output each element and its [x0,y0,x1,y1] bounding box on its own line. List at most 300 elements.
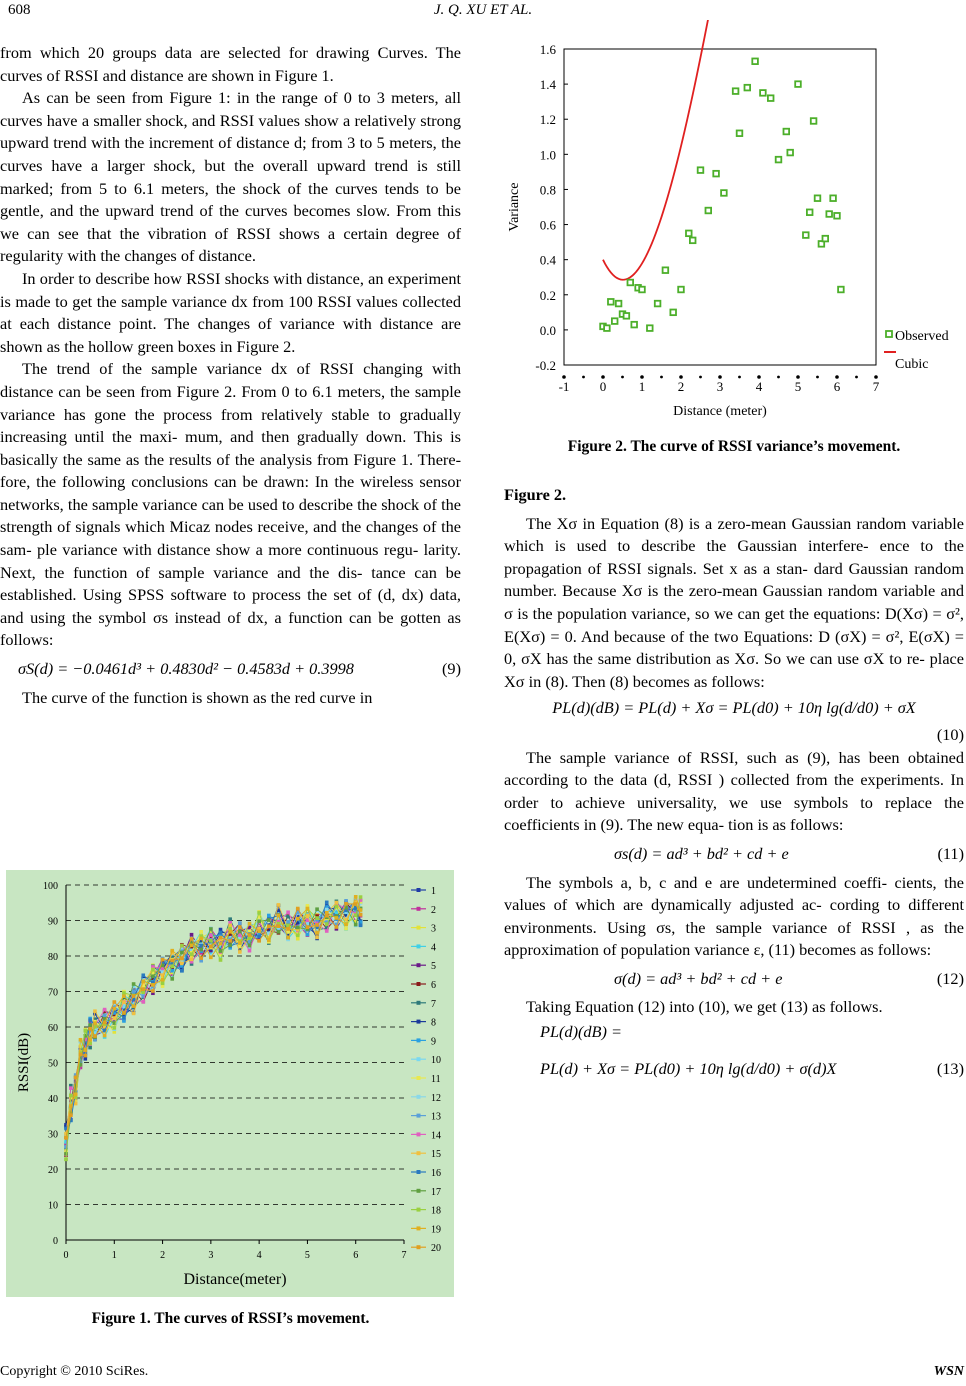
figure-2-observed-point [608,299,614,305]
running-authors: J. Q. XU ET AL. [433,2,533,18]
figure-1-series-marker [315,936,319,940]
figure-2-ytick-label: 0.8 [539,182,556,198]
figure-1-series-marker [344,927,348,931]
figure-1-y-axis-label: RSSI(dB) [16,1032,32,1093]
figure-1-series-marker [335,925,339,929]
figure-1-ytick-label: 50 [48,1058,58,1070]
figure-2-xtick-label: 3 [716,379,724,394]
figure-1-series-marker [315,931,319,935]
figure-1-series-marker [88,1027,92,1031]
figure-1-legend-marker [417,982,421,986]
figure-1-series-marker [84,1029,88,1033]
figure-2-minor-dot [699,376,702,379]
figure-1-series-marker [306,925,310,929]
figure-1-xtick-label: 5 [304,1250,310,1261]
figure-1-series-marker [74,1092,78,1096]
equation-10-body: PL(d)(dB) = PL(d) + Xσ = PL(d0) + 10η lg(d/d0) + σX [552,698,916,718]
figure-1-series-marker [103,1034,107,1038]
figure-1-series-marker [228,939,232,943]
figure-1-series-marker [190,933,194,937]
figure-1-series-marker [132,1004,136,1008]
equation-10 [504,697,964,720]
figure-2-ytick-label: 0.0 [539,322,556,338]
figure-1-series-marker [122,994,126,998]
figure-1-series-marker [286,936,290,940]
figure-2-minor-dot [582,376,585,379]
figure-1-ytick-label: 20 [48,1165,58,1176]
figure-2-observed-point [733,88,739,94]
figure-2-observed-point [787,150,793,156]
figure-2-observed-point [803,232,809,238]
figure-1-legend-marker [417,1170,421,1174]
equation-12 [504,968,964,991]
figure-1-legend-marker [417,1095,421,1099]
figure-1-series-marker [325,901,329,905]
figure-1-series-marker [151,974,155,978]
figure-2-observed-point [678,287,684,293]
figure-1-series-marker [344,923,348,927]
figure-1-legend-label: 11 [431,1074,441,1085]
figure-1-series-marker [141,973,145,977]
left-paragraph-2: As can be seen from Figure 1: in the range of 0 to 3 meters, all curves have a smaller shock, and RSSI values show a relatively strong upward trend with the increment of distance d; from 3 to 5 meters, the curves have a larger shock, but the overall upward trend is still marked; from 5 to 6.1 meters, the shock of the curves tends to be gentle, and the upward trend of the curves becomes slow. From this we can see that the vibration of RSSI shows a certain degree of regularity with the changes of distance. [0,88,461,266]
equation-13 [504,1021,964,1080]
left-paragraph-3: In order to describe how RSSI shocks with distance, an experiment is made to get the sample variance dx from 100 RSSI values collected at each distance point. The changes of variance with distance are shown as the hollow green boxes in Figure 2. [0,268,461,356]
figure-2-minor-dot [816,376,819,379]
figure-1-ytick-label: 0 [53,1236,58,1247]
figure-1-series-marker [141,990,145,994]
figure-1-series-marker [122,1016,126,1020]
figure-1-series-marker [257,911,261,915]
figure-2-xtick-label: 1 [638,379,646,394]
figure-2-observed-point [826,211,832,217]
figure-1-series-marker [325,908,329,912]
figure-2-observed-point [698,167,704,173]
figure-1-series-marker [170,977,174,981]
figure-2-minor-dot [777,376,780,379]
figure-1-series-marker [267,924,271,928]
figure-1-series-marker [277,930,281,934]
figure-2-observed-point [713,171,719,177]
figure-1-series-marker [209,939,213,943]
figure-1-series-marker [93,1021,97,1025]
figure-1-series-marker [286,920,290,924]
figure-1-series-marker [238,941,242,945]
figure-1-series-marker [296,926,300,930]
figure-2-caption: Figure 2. The curve of RSSI variance’s movement. [567,438,901,455]
left-paragraph-1: from which 20 groups data are selected for drawing Curves. The curves of RSSI and distance are shown in Figure 1. [0,43,461,85]
figure-1-series-marker [296,917,300,921]
figure-1-legend-marker [417,1114,421,1118]
figure-2-observed-point [760,90,766,96]
figure-1-series-marker [315,907,319,911]
figure-1-series-marker [286,910,290,914]
figure-1-x-axis-label: Distance(meter) [183,1271,287,1288]
figure-1-series-marker [132,982,136,986]
figure-1-series-marker [335,916,339,920]
figure-2-ytick-label: -0.2 [535,358,556,373]
figure-1-legend-label: 13 [431,1111,441,1123]
equation-9-body: σS(d) = −0.0461d³ + 0.4830d² − 0.4583d + 0.3998 [18,659,354,679]
figure-2-observed-point [838,287,844,293]
figure-1-series-marker [88,1038,92,1042]
figure-1-legend-label: 18 [431,1205,441,1217]
figure-2-ytick-label: 0.6 [539,217,556,233]
figure-1-series-marker [248,949,252,953]
figure-1-series-marker [354,902,358,906]
figure-1-series-marker [122,1000,126,1004]
figure-1-series-marker [180,962,184,966]
figure-1-series-marker [141,987,145,991]
figure-1-series-marker [170,959,174,963]
figure-1-series-marker [112,1026,116,1030]
figure-1-legend-label: 15 [431,1149,441,1161]
figure-1-legend-marker [417,1208,421,1212]
figure-2-xtick-label: 5 [794,379,802,394]
figure-1-series-marker [257,929,261,933]
figure-1-series-marker [277,913,281,917]
figure-1-xtick-label: 0 [63,1250,69,1261]
figure-1-series-marker [296,907,300,911]
right-paragraph-3: The symbols a, b, c and e are undetermined coeffi- cients, the values of which are dynamically adjusted ac- cording to different environments. Using σs, the sample variance of RSSI , as the approximation of population variance ε, (11) becomes as follows: [504,872,964,960]
figure-1-legend-label: 7 [431,998,436,1010]
figure-1-legend-label: 8 [431,1017,436,1029]
figure-2-observed-point [686,231,692,237]
figure-1-series-marker [190,937,194,941]
figure-1-series-marker [69,1094,73,1098]
figure-1-series-marker [267,938,271,942]
figure-2-observed-point [823,236,829,242]
figure-2-x-axis-label: Distance (meter) [673,404,767,419]
figure-2-legend-observed-marker [886,331,892,337]
figure-1-series-marker [190,943,194,947]
figure-2-xtick-label: 0 [599,379,607,394]
figure-1-series-marker [170,949,174,953]
figure-1-series-marker [122,991,126,995]
figure-1-legend-marker [417,926,421,930]
figure-1-legend-marker [417,1057,421,1061]
figure-1-series-marker [93,1034,97,1038]
figure-1-series-marker [151,968,155,972]
figure-1-series-marker [170,969,174,973]
figure-1-series-marker [199,937,203,941]
figure-1-series-marker [209,933,213,937]
figure-1-legend-marker [417,1001,421,1005]
figure-1-series-marker [69,1086,73,1090]
figure-1-ytick-label: 60 [48,1023,58,1034]
figure-1-series-marker [151,989,155,993]
figure-1-series-marker [180,969,184,973]
figure-2-observed-point [628,280,634,286]
figure-2-xtick-label: 4 [755,379,763,394]
figure-1-series-marker [228,943,232,947]
figure-1-series-marker [103,1008,107,1012]
figure-1-legend-label: 10 [431,1055,441,1067]
figure-1-series-marker [209,927,213,931]
figure-1-ytick-label: 40 [48,1094,58,1105]
figure-1-legend-label: 12 [431,1092,441,1104]
figure-1-series-marker [209,956,213,960]
figure-2-observed-point [647,325,653,331]
equation-12-number: (12) [936,968,964,988]
figure-2-observed-point [624,313,630,319]
figure-1-series-marker [132,994,136,998]
figure-1-series-marker [219,931,223,935]
figure-2-observed-point [811,118,817,124]
equation-13-line-2: PL(d) + Xσ = PL(d0) + 10η lg(d/d0) + σ(d)X [540,1058,837,1078]
figure-2-legend-cubic-label: Cubic [895,357,929,372]
right-paragraph-1: The Xσ in Equation (8) is a zero-mean Gaussian random variable which is used to describe the Gaussian interfere- ence to the propagation of RSSI signals. Set x as a stan- dard Gaussian random number. Because Xσ is the zero-mean Gaussian random variable and σ is the population variance, so we can get the equations: D(Xσ) = σ², E(Xσ) = 0. And because of the two Equations: D (σX) = σ², E(σX) = 0, σX has the same distribution as Xσ. So we can use σX to re- place Xσ in (8). Then (8) becomes as follows: [504,513,964,691]
figure-1-series-marker [257,935,261,939]
figure-1-series-marker [199,948,203,952]
journal-name: WSN [933,1364,964,1379]
figure-1-series-marker [238,930,242,934]
right-paragraph-2: The sample variance of RSSI, such as (9), has been obtained according to the data (d, RSSI ) collected from the experiments. In order to achieve universality, we use symbols to replace the coefficients in (9). The new equa- tion is as follows: [504,747,964,835]
figure-1-series-marker [277,924,281,928]
right-paragraph-4: Taking Equation (12) into (10), we get (13) as follows. [526,997,883,1017]
figure-1-legend-label: 1 [431,886,436,897]
figure-2-observed-point [706,208,712,214]
figure-2-ytick-label: 1.6 [539,42,556,57]
figure-1-series-marker [315,923,319,927]
figure-1-series-marker [228,930,232,934]
figure-2-observed-point [639,287,645,293]
figure-1-series-marker [141,1000,145,1004]
figure-2-observed-point [807,209,813,215]
figure-1-series-marker [219,936,223,940]
figure-1-series-marker [132,989,136,993]
figure-1-legend-label: 2 [431,904,436,916]
figure-1-series-marker [335,905,339,909]
figure-1-series-marker [248,922,252,926]
figure-1-series-marker [354,913,358,917]
figure-2-xtick-label: 2 [677,379,685,394]
figure-1-legend-marker [417,1189,421,1193]
figure-1-ytick-label: 30 [48,1129,58,1141]
figure-1-legend-label: 19 [431,1224,441,1236]
figure-1-xtick-label: 1 [111,1250,117,1261]
equation-13-number: (13) [936,1058,964,1078]
figure-1-legend-label: 4 [431,942,436,954]
figure-2-observed-point [745,85,751,91]
figure-2-observed-point [663,267,669,273]
figure-2-observed-point [784,129,790,135]
figure-2-observed-point [612,318,618,324]
figure-1-series-marker [88,1046,92,1050]
figure-1-series-marker [161,981,165,985]
figure-2-observed-point [815,195,821,201]
figure-1-series-marker [79,1053,83,1057]
figure-1-ytick-label: 70 [48,987,58,999]
figure-1-legend-label: 6 [431,980,436,991]
figure-1-series-marker [209,945,213,949]
figure-1-series-marker [190,958,194,962]
page-number: 608 [8,2,31,18]
figure-2-chart [500,20,966,440]
figure-2-ytick-label: 1.0 [539,147,556,163]
left-paragraph-4: The trend of the sample variance dx of RSSI changing with distance can be seen from Figure 2. From 0 to 6.1 meters, the sample variance has gone the process from relatively stable to gradually increasing until the maxi- mum, and then gradually down. This is basically the same as the results of the analysis from Figure 1. There- fore, the following conclusions can be drawn: In the wireless sensor networks, the sample variance can be used to describe the shock of the strength of signals which Micaz nodes receive, and the changes of the sam- ple variance with distance show a more continuous regu- larity. Next, the function of sample variance and the dis- tance can be established. Using SPSS software to process the set of (d, dx) data, and using the symbol σs instead of dx, a function can be gotten as follows: [0,359,461,650]
figure-1-series-marker [296,933,300,937]
figure-1-legend-marker [417,1151,421,1155]
equation-9 [0,658,461,681]
figure-2-y-axis-label: Variance [507,182,522,232]
figure-1-xtick-label: 6 [353,1250,359,1261]
figure-1-series-marker [93,1009,97,1013]
figure-1-series-marker [161,958,165,962]
figure-2-observed-point [631,322,637,328]
figure-1-series-marker [141,979,145,983]
figure-1-series-marker [248,933,252,937]
right-paragraph-0: Figure 2. [504,485,567,504]
equation-11 [504,843,964,866]
figure-1-series-marker [79,1038,83,1042]
figure-1-series-marker [64,1136,68,1140]
figure-2-ytick-label: 0.4 [539,252,556,268]
figure-1-series-marker [359,913,363,917]
figure-1-legend-marker [417,1020,421,1024]
figure-1-series-marker [306,907,310,911]
figure-1-series-marker [112,1000,116,1004]
figure-1 [6,870,454,1297]
figure-1-series-marker [228,927,232,931]
equation-9-number: (9) [442,659,461,679]
figure-1-series-marker [180,951,184,955]
figure-1-series-marker [170,964,174,968]
equation-12-body: σ(d) = ad³ + bd² + cd + e [614,968,783,988]
figure-1-series-marker [228,924,232,928]
figure-1-xtick-label: 7 [401,1250,407,1261]
figure-1-series-marker [161,978,165,982]
figure-1-legend-marker [417,907,421,911]
figure-1-series-marker [69,1113,73,1117]
figure-2-observed-point [768,95,774,101]
figure-1-series-marker [199,930,203,934]
figure-1-legend-marker [417,1038,421,1042]
figure-1-legend-marker [417,944,421,948]
figure-1-series-marker [190,952,194,956]
figure-1-legend-label: 5 [431,961,436,973]
figure-1-series-marker [64,1158,68,1162]
figure-2-ytick-label: 1.4 [539,77,556,93]
figure-1-chart [6,870,454,1297]
figure-2-observed-point [670,310,676,316]
figure-1-series-marker [219,942,223,946]
figure-1-xtick-label: 4 [256,1250,262,1261]
left-paragraph-5: The curve of the function is shown as the red curve in [22,687,373,707]
figure-2-xtick-label: -1 [558,379,570,394]
figure-1-series-marker [306,914,310,918]
figure-1-legend-marker [417,1076,421,1080]
figure-1-legend-label: 20 [431,1243,441,1255]
figure-1-legend-marker [417,888,421,892]
figure-2-minor-dot [855,376,858,379]
figure-1-legend-label: 16 [431,1168,441,1179]
figure-1-series-marker [88,1023,92,1027]
figure-1-series-marker [132,1012,136,1016]
figure-1-series-marker [219,958,223,962]
figure-1-ytick-label: 10 [48,1200,58,1212]
figure-2-cubic-line [603,20,841,280]
figure-1-series-marker [103,1021,107,1025]
figure-2-legend-observed-label: Observed [895,329,949,344]
figure-1-series-marker [257,919,261,923]
figure-1-series-marker [354,923,358,927]
equation-11-body: σs(d) = ad³ + bd² + cd + e [614,843,789,863]
figure-1-series-marker [74,1102,78,1106]
figure-1-series-marker [238,921,242,925]
figure-1-series-marker [359,895,363,899]
figure-1-series-marker [84,1054,88,1058]
figure-2-observed-point [830,195,836,201]
copyright-text: Copyright © 2010 SciRes. [0,1364,149,1379]
figure-1-series-marker [112,1016,116,1020]
figure-1-series-marker [199,956,203,960]
figure-1-xtick-label: 2 [160,1250,166,1261]
figure-1-series-marker [296,937,300,941]
figure-2-observed-point [752,58,758,64]
figure-2-observed-point [721,190,727,196]
figure-1-series-marker [228,917,232,921]
figure-2-minor-dot [738,376,741,379]
figure-1-series-marker [122,1011,126,1015]
figure-2-observed-point [604,325,610,331]
figure-1-series-marker [325,929,329,933]
figure-1-series-marker [219,949,223,953]
figure-1-series-marker [238,950,242,954]
figure-1-series-marker [248,944,252,948]
figure-2-minor-dot [660,376,663,379]
figure-1-series-marker [335,901,339,905]
figure-2-xtick-label: 7 [872,379,880,394]
figure-1-series-marker [315,916,319,920]
right-column [504,484,964,1080]
figure-1-series-marker [248,936,252,940]
figure-1-legend-marker [417,1226,421,1230]
figure-1-series-marker [180,944,184,948]
figure-1-series-marker [257,939,261,943]
figure-2-observed-point [737,130,743,136]
figure-1-ytick-label: 80 [48,952,58,963]
figure-1-series-marker [325,922,329,926]
figure-1-series-marker [325,914,329,918]
figure-2-ytick-label: 1.2 [539,112,556,128]
equation-11-number: (11) [937,843,964,863]
figure-1-series-marker [267,918,271,922]
figure-1-legend-label: 3 [431,923,436,935]
figure-1-series-marker [306,933,310,937]
figure-1-xtick-label: 3 [208,1250,214,1261]
figure-1-series-marker [74,1076,78,1080]
figure-1-series-marker [354,895,358,899]
figure-1-series-marker [238,925,242,929]
figure-1-legend-marker [417,1132,421,1136]
figure-2-observed-point [795,81,801,87]
figure-2-observed-point [776,157,782,163]
figure-1-series-marker [112,1007,116,1011]
figure-1-legend-label: 14 [431,1130,441,1142]
figure-2-minor-dot [621,376,624,379]
figure-1-series-marker [286,927,290,931]
figure-1-ytick-label: 90 [48,916,58,928]
figure-1-legend-marker [417,1245,421,1249]
figure-1-legend-marker [417,963,421,967]
figure-2-xtick-label: 6 [833,379,841,394]
figure-1-legend-label: 17 [431,1186,441,1198]
equation-10-number: (10) [936,724,964,744]
figure-1-series-marker [122,1019,126,1023]
figure-1-ytick-label: 100 [43,881,58,892]
figure-2-observed-point [834,213,840,219]
figure-2-ytick-label: 0.2 [539,287,556,303]
